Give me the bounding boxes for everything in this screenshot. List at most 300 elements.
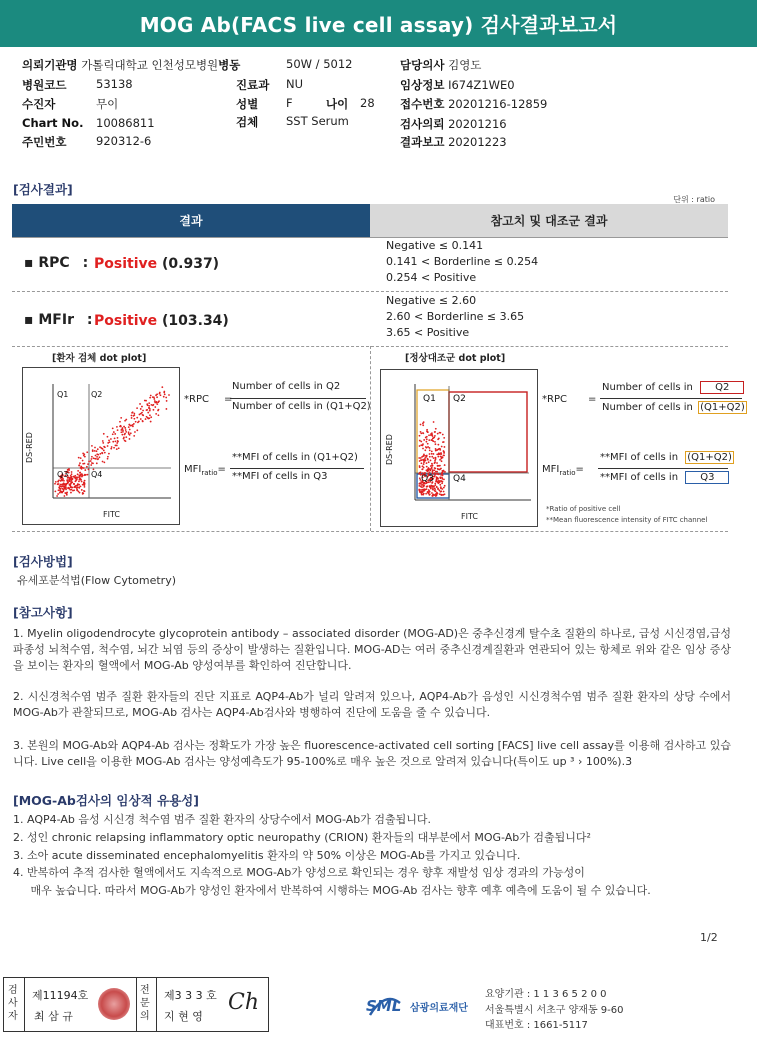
patient-dot	[57, 493, 59, 495]
control-dot	[420, 489, 422, 491]
control-dot	[434, 435, 436, 437]
sml-logo-icon	[366, 985, 404, 1023]
ctrl-rpc-equals: =	[588, 394, 597, 405]
patient-dot	[133, 423, 135, 425]
control-dot	[418, 485, 420, 487]
patient-dot	[68, 487, 70, 489]
patient-dot	[80, 486, 82, 488]
control-dot	[442, 441, 444, 443]
patient-dot	[99, 456, 101, 458]
ctrl-mfi-label	[542, 464, 584, 477]
control-dot	[430, 460, 432, 462]
institution-row	[22, 57, 240, 73]
control-dot	[430, 433, 432, 435]
unit-label: 단위 : ratio	[673, 195, 715, 204]
control-dot	[427, 443, 429, 445]
control-dot	[419, 435, 421, 437]
control-dot	[425, 446, 427, 448]
control-dot	[434, 461, 436, 463]
ctrl-mfi-name: MFI	[542, 464, 560, 475]
specialist-label: 전문의	[140, 985, 150, 1022]
ctrl-rpc-num-prefix: Number of cells in	[602, 382, 693, 393]
clinical-title: [MOG-Ab검사의 임상적 유용성]	[13, 793, 199, 808]
patient-x-axis: FITC	[103, 510, 120, 519]
control-dot	[423, 454, 425, 456]
patient-dot	[87, 474, 89, 476]
patient-dot	[55, 481, 57, 483]
patient-dot	[112, 441, 114, 443]
control-dot	[438, 448, 440, 450]
patient-dot	[68, 477, 70, 479]
patient-dot	[123, 437, 125, 439]
patient-dot	[156, 403, 158, 405]
control-dot	[421, 486, 423, 488]
patient-dot	[134, 431, 136, 433]
org-name: 삼광의료재단	[410, 1003, 468, 1014]
clinical-item-4: 4. 반복하여 추적 검사한 혈액에서도 지속적으로 MOG-Ab가 양성으로 확인되는 경우 향후 재발성 임상 경과의 가능성이	[13, 866, 585, 879]
examiner-number: 제11194호	[32, 989, 89, 1002]
mfir-bullet: ▪	[24, 312, 34, 328]
patient-dot	[81, 476, 83, 478]
control-dot	[435, 428, 437, 430]
control-dot	[420, 491, 422, 493]
receipt-label: 접수번호	[400, 97, 445, 111]
patient-dot	[125, 429, 127, 431]
patient-dot	[84, 474, 86, 476]
patient-dot	[64, 483, 66, 485]
control-dot	[428, 461, 430, 463]
control-dot	[443, 491, 445, 493]
patient-dot	[73, 489, 75, 491]
patient-dot	[78, 474, 80, 476]
hospital-code-label: 병원코드	[22, 78, 67, 92]
patient-dot	[59, 488, 61, 490]
patient-dot	[108, 453, 110, 455]
patient-dot	[92, 449, 94, 451]
patient-dot	[87, 463, 89, 465]
patient-dot	[124, 420, 126, 422]
patient-dot	[124, 440, 126, 442]
rpc-ref-positive: 0.254 < Positive	[386, 271, 477, 284]
divider	[136, 978, 137, 1031]
patient-dot	[133, 413, 135, 415]
control-dot	[429, 456, 431, 458]
control-dot	[425, 459, 427, 461]
rpc-bullet: ▪	[24, 255, 34, 271]
control-dot	[432, 437, 434, 439]
control-dot	[434, 476, 436, 478]
rpc-colon: :	[82, 255, 89, 271]
patient-dot	[107, 436, 109, 438]
patient-dot	[138, 421, 140, 423]
control-dot	[440, 458, 442, 460]
control-dot	[426, 455, 428, 457]
patient-dot	[63, 480, 65, 482]
patient-dot	[90, 460, 92, 462]
patient-dot	[77, 487, 79, 489]
logo-text: SML	[366, 997, 402, 1015]
patient-dot	[66, 479, 68, 481]
control-dot	[427, 469, 429, 471]
control-dot	[436, 454, 438, 456]
control-dot	[429, 493, 431, 495]
control-dot	[431, 492, 433, 494]
patient-dot	[148, 407, 150, 409]
patient-dot-plot	[22, 367, 180, 525]
rpc-formula-equals: =	[224, 394, 233, 405]
control-dot	[420, 462, 422, 464]
patient-dot	[158, 400, 160, 402]
control-dot	[441, 460, 443, 462]
control-dot	[436, 481, 438, 483]
control-dot	[444, 485, 446, 487]
control-dot	[422, 445, 424, 447]
chart-value: 10086811	[96, 116, 155, 130]
rpc-reference	[386, 238, 538, 286]
patient-dot	[96, 456, 98, 458]
patient-dot	[104, 452, 106, 454]
patient-dot	[157, 410, 159, 412]
control-dot	[418, 457, 420, 459]
mfi-formula-numerator: **MFI of cells in (Q1+Q2)	[232, 452, 358, 463]
patient-dot	[77, 473, 79, 475]
control-dot	[419, 466, 421, 468]
patient-dot	[99, 446, 101, 448]
patient-dot	[142, 414, 144, 416]
patient-dot	[116, 448, 118, 450]
patient-dot	[92, 462, 94, 464]
patient-dot	[150, 421, 152, 423]
patient-dot	[125, 436, 127, 438]
ctrl-mfi-num-prefix: **MFI of cells in	[600, 452, 679, 463]
patient-dot	[70, 492, 72, 494]
patient-dot	[158, 414, 160, 416]
control-dot	[444, 493, 446, 495]
control-dot	[436, 449, 438, 451]
control-dot	[427, 458, 429, 460]
control-dot	[433, 453, 435, 455]
patient-dot	[59, 490, 61, 492]
patient-dot	[91, 445, 93, 447]
patient-dot	[88, 461, 90, 463]
control-dot	[422, 455, 424, 457]
patient-dot	[147, 412, 149, 414]
control-dot	[440, 480, 442, 482]
control-dot	[435, 443, 437, 445]
clinical-item-4-cont: 매우 높습니다. 따라서 MOG-Ab가 양성인 환자에서 반복하여 시행하는 MOG-Ab 검사는 향후 예후 예측에 도움이 될 수 있습니다.	[13, 884, 651, 897]
patient-dot	[116, 426, 118, 428]
control-dot	[422, 468, 424, 470]
patient-dot	[95, 455, 97, 457]
control-dot	[439, 491, 441, 493]
footnote-ratio: *Ratio of positive cell	[546, 505, 621, 513]
control-dot	[439, 459, 441, 461]
patient-dot	[139, 414, 141, 416]
rpc-value: (0.937)	[162, 256, 220, 272]
patient-dot	[113, 447, 115, 449]
control-q3: Q3	[421, 474, 434, 484]
control-dot	[441, 482, 443, 484]
mfir-colon: :	[86, 312, 93, 328]
control-dot	[428, 439, 430, 441]
clinical-item-1: 1. AQP4-Ab 음성 시신경 척수염 범주 질환 환자의 상당수에서 MOG-Ab가 검출됩니다.	[13, 813, 431, 826]
note-paragraph-3: 3. 본원의 MOG-Ab와 AQP4-Ab 검사는 정확도가 가장 높은 fluorescence-activated cell sorting [FACS] live cell assay를 이용해 검사하고 있습니다. Live cell을 이용한 MOG-Ab 검사는 양성예측도가 95-100%로 매우 높은 것으로 알려져 있습니다(특이도 up ³ › 100%).3	[13, 739, 731, 768]
patient-q1: Q1	[57, 390, 69, 399]
mfir-status: Positive	[94, 313, 158, 329]
control-dot	[424, 449, 426, 451]
patient-dot	[110, 448, 112, 450]
patient-dot	[136, 429, 138, 431]
patient-dot	[80, 474, 82, 476]
patient-dot	[99, 453, 101, 455]
rpc-ref-negative: Negative ≤ 0.141	[386, 239, 484, 252]
control-dot	[419, 445, 421, 447]
control-dot	[423, 461, 425, 463]
control-dot	[443, 450, 445, 452]
control-dot	[435, 448, 437, 450]
patient-dot	[163, 396, 165, 398]
resident-value: 920312-6	[96, 134, 152, 148]
patient-dot	[107, 445, 109, 447]
control-dot	[440, 477, 442, 479]
patient-dot	[79, 462, 81, 464]
specialist-name: 지 현 영	[164, 1010, 203, 1023]
patient-dot	[155, 413, 157, 415]
control-dot	[443, 452, 445, 454]
control-dot	[437, 488, 439, 490]
mfi-formula-label	[184, 464, 226, 477]
control-dot	[435, 473, 437, 475]
mfir-ref-positive: 3.65 < Positive	[386, 326, 470, 339]
report-value: 20201223	[448, 135, 507, 149]
ward-value: 50W / 5012	[286, 57, 353, 71]
patient-dot	[149, 410, 151, 412]
patient-dot	[121, 434, 123, 436]
control-dot	[437, 473, 439, 475]
patient-dot	[78, 480, 80, 482]
patient-dot	[128, 424, 130, 426]
rpc-formula-numerator: Number of cells in Q2	[232, 381, 341, 392]
patient-dot	[117, 437, 119, 439]
control-plot-title: [정상대조군 dot plot]	[405, 353, 506, 364]
control-dot	[436, 471, 438, 473]
patient-dot	[123, 426, 125, 428]
sex-value: F	[286, 96, 293, 110]
mfir-ref-borderline: 2.60 < Borderline ≤ 3.65	[386, 310, 525, 323]
control-dot	[436, 495, 438, 497]
control-dot	[432, 488, 434, 490]
patient-dot	[79, 472, 81, 474]
control-dot	[429, 449, 431, 451]
control-dot	[437, 444, 439, 446]
patient-dot	[81, 489, 83, 491]
patient-dot	[63, 489, 65, 491]
patient-dot	[63, 495, 65, 497]
mfir-name: MFIr	[38, 312, 74, 328]
patient-dot	[103, 450, 105, 452]
control-dot	[433, 421, 435, 423]
patient-dot	[103, 433, 105, 435]
patient-dot	[60, 484, 62, 486]
mfi-subscript: ratio	[201, 469, 218, 477]
control-dot	[429, 486, 431, 488]
patient-dot	[75, 480, 77, 482]
control-dot	[444, 471, 446, 473]
institution-label: 의뢰기관명	[22, 58, 78, 72]
control-dot	[423, 467, 425, 469]
org-address: 서울특별시 서초구 양재동 9-60	[485, 1005, 624, 1016]
control-dot	[437, 438, 439, 440]
control-dot	[428, 434, 430, 436]
patient-dot	[111, 446, 113, 448]
fraction-line	[600, 398, 742, 399]
divider	[12, 237, 728, 238]
patient-dot	[150, 416, 152, 418]
patient-dot	[70, 482, 72, 484]
ctrl-mfi-den-box: Q3	[685, 471, 729, 484]
patient-dot	[65, 487, 67, 489]
control-dot	[439, 469, 441, 471]
patient-dot	[122, 431, 124, 433]
divider	[24, 978, 25, 1031]
control-dot	[436, 486, 438, 488]
patient-dot	[131, 415, 133, 417]
fraction-line	[230, 468, 364, 469]
dept-value: NU	[286, 77, 304, 91]
patient-dot	[147, 418, 149, 420]
patient-dot	[102, 442, 104, 444]
ctrl-rpc-label: *RPC	[542, 394, 567, 405]
patient-dot	[142, 420, 144, 422]
receipt-value: 20201216-12859	[448, 97, 548, 111]
patient-dot	[146, 409, 148, 411]
control-dot	[441, 494, 443, 496]
report-label: 결과보고	[400, 135, 445, 149]
patient-dot	[168, 394, 170, 396]
patient-dot	[113, 431, 115, 433]
patient-dot	[74, 485, 76, 487]
patient-dot	[149, 397, 151, 399]
signature: Ch	[228, 990, 260, 1015]
patient-q4: Q4	[91, 470, 103, 479]
patient-dot	[159, 392, 161, 394]
control-dot	[427, 470, 429, 472]
receipt-row	[400, 96, 547, 112]
patient-dot	[112, 427, 114, 429]
control-dot	[443, 437, 445, 439]
control-dot	[438, 453, 440, 455]
control-dot	[431, 450, 433, 452]
patient-dot	[114, 438, 116, 440]
control-dot	[434, 468, 436, 470]
patient-dot	[84, 469, 86, 471]
patient-dot	[161, 386, 163, 388]
institution-value: 가톨릭대학교 인천성모병원	[81, 58, 219, 72]
clinical-value: I674Z1WE0	[448, 78, 515, 92]
mfi-equals: =	[217, 464, 226, 475]
patient-dot	[79, 492, 81, 494]
examinee-label: 수진자	[22, 97, 56, 111]
note-paragraph-2: 2. 시신경척수염 범주 질환 환자들의 진단 지표로 AQP4-Ab가 널리 알려져 있으나, AQP4-Ab가 음성인 시신경척수염 범주 질환 환자의 상당 수에서 MOG-Ab가 관찰되므로, MOG-Ab 검사는 AQP4-Ab검사와 병행하여 진단에 도움을 줄 수 있습니다.	[13, 690, 731, 719]
patient-dot	[96, 462, 98, 464]
patient-q2: Q2	[91, 390, 103, 399]
ctrl-rpc-den-box: (Q1+Q2)	[700, 402, 745, 413]
control-x-axis: FITC	[461, 512, 478, 521]
control-dot	[431, 439, 433, 441]
request-label: 검사의뢰	[400, 117, 445, 131]
patient-dot	[71, 471, 73, 473]
mfir-reference	[386, 293, 524, 341]
patient-plot-title: [환자 검체 dot plot]	[52, 353, 147, 364]
patient-dot	[71, 489, 73, 491]
patient-dot	[94, 447, 96, 449]
ctrl-mfi-den-prefix: **MFI of cells in	[600, 472, 679, 483]
control-dot	[437, 456, 439, 458]
patient-dot	[120, 431, 122, 433]
patient-dot	[153, 409, 155, 411]
patient-dot	[109, 441, 111, 443]
patient-dot	[80, 457, 82, 459]
control-dot	[439, 484, 441, 486]
control-dot	[443, 479, 445, 481]
patient-dot	[80, 479, 82, 481]
control-dot	[420, 441, 422, 443]
control-dot	[422, 494, 424, 496]
specimen-label: 검체	[236, 115, 259, 129]
patient-dot	[107, 458, 109, 460]
ctrl-mfi-equals: =	[575, 464, 584, 475]
patient-dot	[76, 489, 78, 491]
patient-dot	[153, 396, 155, 398]
patient-dot	[82, 493, 84, 495]
control-dot	[443, 487, 445, 489]
patient-dot	[155, 394, 157, 396]
fraction-line	[230, 398, 366, 399]
patient-dot	[163, 392, 165, 394]
patient-y-axis: DS-RED	[25, 432, 34, 463]
patient-dot	[71, 473, 73, 475]
patient-dot	[136, 407, 138, 409]
report-row	[400, 134, 507, 150]
results-section-title: [검사결과]	[13, 182, 73, 197]
control-dot	[420, 484, 422, 486]
control-dot	[429, 453, 431, 455]
control-dot	[441, 477, 443, 479]
patient-q3: Q3	[57, 470, 69, 479]
request-row	[400, 116, 507, 132]
control-dot	[437, 465, 439, 467]
control-dot	[422, 432, 424, 434]
control-dot	[441, 446, 443, 448]
patient-dot	[141, 412, 143, 414]
patient-dot	[102, 440, 104, 442]
control-dot	[435, 490, 437, 492]
signature-box	[3, 977, 269, 1032]
patient-dot	[133, 435, 135, 437]
patient-dot	[77, 470, 79, 472]
patient-dot	[82, 460, 84, 462]
patient-dot	[148, 402, 150, 404]
patient-dot	[150, 395, 152, 397]
patient-dot	[120, 417, 122, 419]
control-dot	[440, 456, 442, 458]
control-dot	[443, 454, 445, 456]
control-dot	[423, 463, 425, 465]
request-value: 20201216	[448, 117, 507, 131]
control-dot	[426, 486, 428, 488]
report-title: MOG Ab(FACS live cell assay) 검사결과보고서	[0, 0, 757, 47]
patient-dot	[131, 412, 133, 414]
